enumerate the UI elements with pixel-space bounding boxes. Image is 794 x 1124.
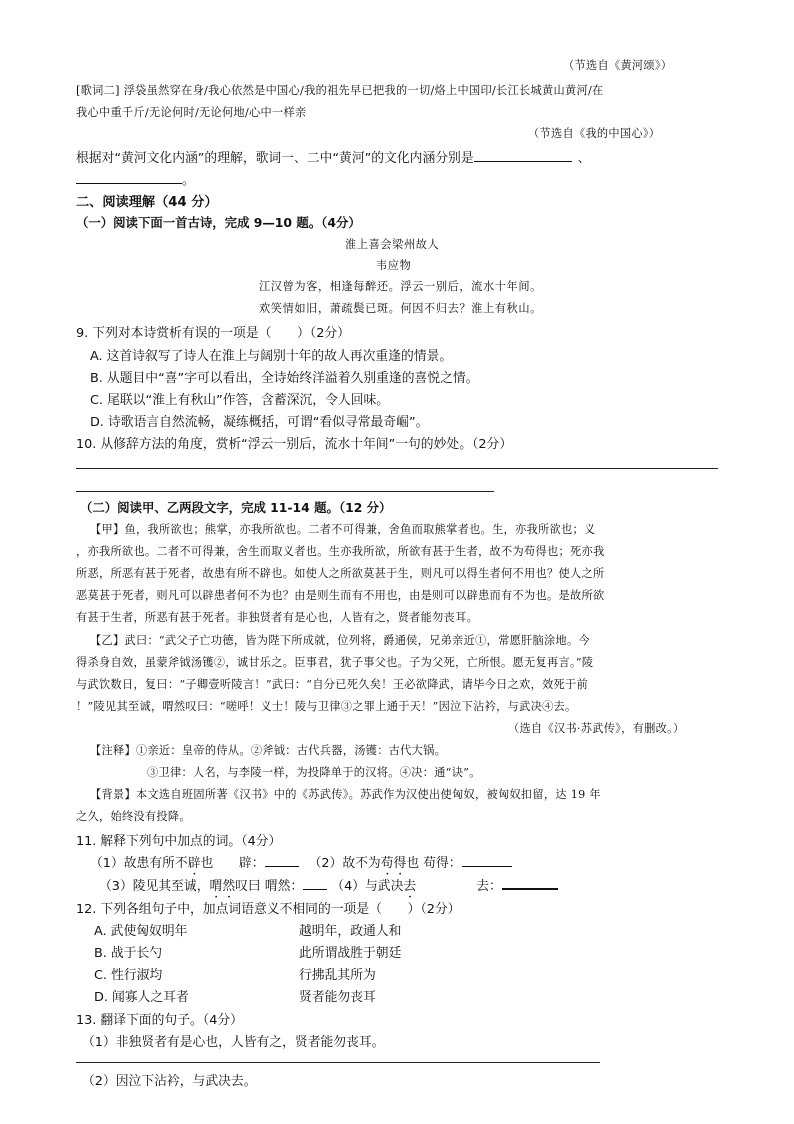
q11-blank-3[interactable] (303, 879, 327, 890)
q12-option-b-left: B. 战于长勺 (94, 946, 163, 961)
lyric-2-line-1: [歌词二] 浮袋虽然穿在身/我心依然是中国心/我的祖先早已把我的一切/烙上中国印/长江长城黄山黄河/在 (76, 84, 604, 97)
question-9-option-d: D. 诗歌语言自然流畅，凝练概括，可谓“看似寻常最奇崛”。 (90, 415, 429, 430)
passage-jia-line-1: 【甲】鱼，我所欲也；熊掌，亦我所欲也。二者不可得兼，舍鱼而取熊掌者也。生，亦我所欲也；义 (90, 523, 596, 536)
poem-author: 韦应物 (376, 259, 412, 272)
q11-blank-1[interactable] (265, 856, 299, 867)
question-8-line-1 (76, 147, 590, 166)
q11-blank-4[interactable] (502, 878, 558, 890)
question-8-end: 。 (182, 173, 195, 188)
annotation-line-2: ③卫律：人名，与李陵一样，为投降单于的汉将。④决：通“诀”。 (147, 766, 481, 779)
source-citation-2: （节选自《我的中国心》） (528, 127, 661, 140)
question-12-stem: 12. 下列各组句子中，加点词语意义不相同的一项是（ ）（2分） (76, 902, 461, 917)
q12-option-d-right: 贤者能勿丧耳 (299, 990, 376, 1005)
passage-jia-line-5: 有甚于生者，所恶有甚于死者。非独贤者有是心也，人皆有之，贤者能勿丧耳。 (76, 611, 479, 624)
q11-item-1-text: （1）故患有所不 (90, 856, 188, 871)
q11-item-4-tail: 去： (476, 879, 502, 894)
subsection-2-heading: （二）阅读甲、乙两段文字，完成 11-14 题。（12 分） (80, 500, 392, 515)
poem-line-2: 欢笑情如旧，萧疏鬓已斑。何因不归去？淮上有秋山。 (259, 302, 542, 315)
answer-line-13-1[interactable] (76, 1062, 600, 1063)
q12-option-c-right: 行拂乱其所为 (299, 968, 376, 983)
q11-item-1-tail: 也 辟： (200, 856, 265, 871)
q12-option-b-right: 此所谓战胜于朝廷 (299, 946, 402, 961)
question-9-option-c: C. 尾联以“淮上有秋山”作答，含蓄深沉，令人回味。 (90, 393, 390, 408)
question-8-separator: 、 (577, 151, 591, 166)
background-line-1: 【背景】本文选自班固所著《汉书》中的《苏武传》。苏武作为汉使出使匈奴，被匈奴扣留，达 19 年 (90, 788, 601, 801)
passage-jia-line-4: 恶莫甚于死者，则凡可以辟患者何不为也？由是则生而有不用也，由是则可以辟患而有不为也。是故所欲 (76, 589, 605, 602)
q13-sentence-2: （2）因泣下沾衿，与武决去。 (82, 1074, 257, 1089)
question-9-option-a: A. 这首诗叙写了诗人在淮上与阔别十年的故人再次重逢的情景。 (90, 349, 453, 364)
q12-option-a-right: 越明年，政通人和 (299, 924, 402, 939)
q11-item-2-text: （2）故不为 (308, 856, 381, 871)
passage-jia-line-2: ，亦我所欲也。二者不可得兼，舍生而取义者也。生亦我所欲，所欲有甚于生者，故不为苟得也；死亦我 (76, 545, 605, 558)
answer-blank-1[interactable] (474, 151, 572, 162)
q11-item-3-dotted: 喟然 (209, 879, 236, 894)
poem-title: 淮上喜会梁州故人 (345, 238, 440, 251)
passage-yi-line-2: 得杀身自效，虽蒙斧钺汤镬②，诚甘乐之。臣事君，犹子事父也。子为父死，亡所恨。愿无复再言。”陵 (76, 656, 594, 669)
q11-item-2-tail: 也 苟得： (406, 856, 462, 871)
passage-jia-line-3: 所恶，所恶有甚于死者，故患有所不辟也。如使人之所欲莫甚于生，则凡可以得生者何不用也？使人之所 (76, 567, 605, 580)
q11-item-4-text: （4）与武决 (331, 879, 404, 894)
q11-blank-2[interactable] (462, 856, 512, 867)
q11-item-4-dotted: 去 (403, 879, 417, 894)
q11-item-1-dotted: 辟 (187, 856, 201, 871)
answer-line-10a[interactable] (76, 468, 718, 469)
question-8-line-2 (76, 169, 195, 188)
q12-option-a-left: A. 武使匈奴明年 (94, 924, 188, 939)
answer-blank-2[interactable] (76, 173, 182, 184)
annotation-line-1: 【注释】①亲近：皇帝的侍从。②斧钺：古代兵器，汤镬：古代大锅。 (90, 744, 447, 757)
subsection-1-heading: （一）阅读下面一首古诗，完成 9—10 题。（4分） (76, 215, 361, 230)
question-8-text: 根据对“黄河文化内涵”的理解，歌词一、二中“黄河”的文化内涵分别是 (76, 151, 474, 166)
poem-line-1: 江汉曾为客，相逢每醉还。浮云一别后，流水十年间。 (259, 280, 542, 293)
q11-item-3-text: （3）陵见其至诚， (99, 879, 210, 894)
q11-item-2-dotted: 苟得 (380, 856, 407, 871)
lyric-2-line-2: 我心中重千斤/无论何时/无论何地/心中一样亲 (76, 106, 307, 119)
background-line-2: 之久，始终没有投降。 (76, 810, 191, 823)
q12-option-c-left: C. 性行淑均 (94, 968, 163, 983)
question-9-stem: 9. 下列对本诗赏析有误的一项是（ ）（2分） (76, 326, 350, 341)
question-9-option-b: B. 从题目中“喜”字可以看出，全诗始终洋溢着久别重逢的喜悦之情。 (90, 371, 479, 386)
q11-item-3-tail: 叹曰 喟然： (235, 879, 304, 894)
question-13-stem: 13. 翻译下面的句子。（4分） (76, 1013, 243, 1028)
passage-yi-line-3: 与武饮数日，复曰：“子卿壹听陵言！”武曰：“自分已死久矣！王必欲降武，请毕今日之欢，效死于前 (76, 678, 589, 691)
section-2-heading: 二、阅读理解（44 分） (76, 195, 218, 210)
passage-yi-line-1: 【乙】武曰：“武父子亡功德，皆为陛下所成就，位列将，爵通侯，兄弟亲近①，常愿肝脑涂地。今 (90, 634, 590, 647)
answer-line-10b[interactable] (76, 491, 494, 492)
passage-yi-line-4: ！”陵见其至诚，喟然叹曰：“嗟呼！义士！陵与卫律③之罪上通于天！”因泣下沾衿，与武决④去。 (76, 700, 577, 713)
question-10-stem: 10. 从修辞方法的角度，赏析“浮云一别后，流水十年间”一句的妙处。（2分） (76, 437, 513, 452)
passage-yi-source: （选自《汉书·苏武传》，有删改。） (508, 722, 685, 735)
q12-option-d-left: D. 闻寡人之耳者 (94, 990, 189, 1005)
q13-sentence-1: （1）非独贤者有是心也，人皆有之，贤者能勿丧耳。 (82, 1035, 385, 1050)
source-citation-1: （节选自《黄河颂》） (563, 59, 673, 72)
question-11-stem: 11. 解释下列句中加点的词。（4分） (76, 834, 282, 849)
